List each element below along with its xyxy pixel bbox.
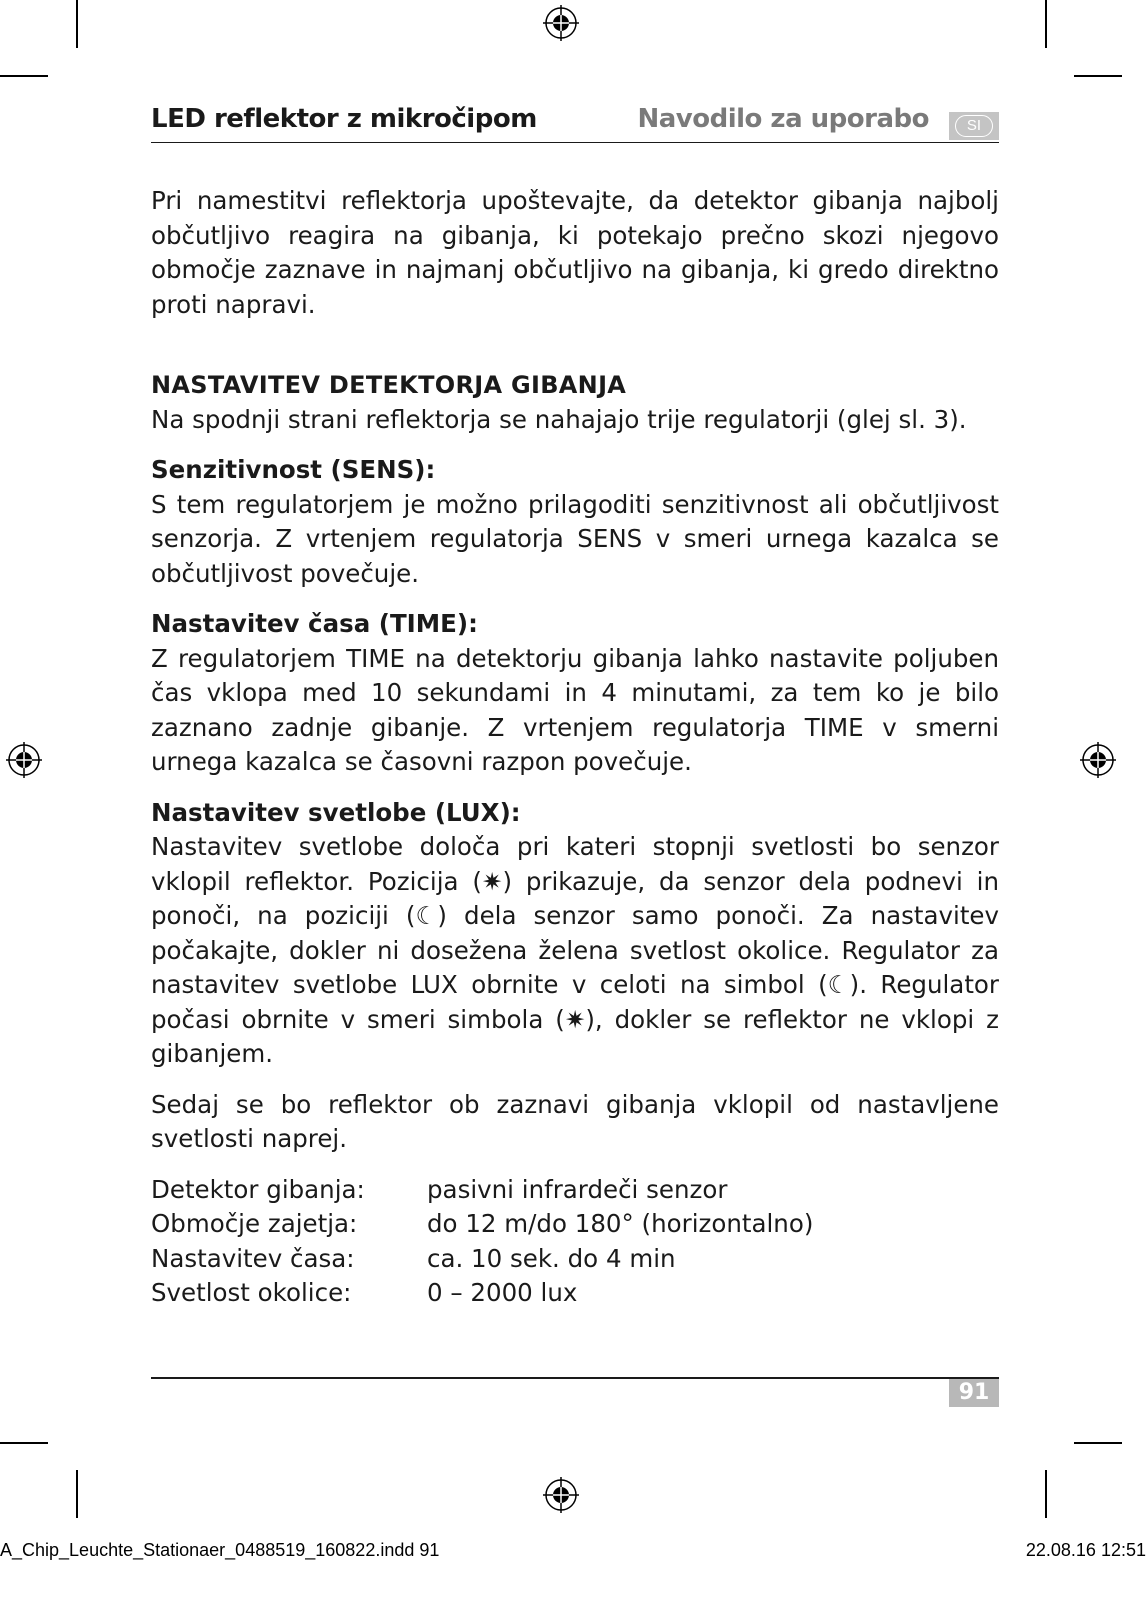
spec-value: pasivni infrardeči senzor [427, 1174, 728, 1204]
print-slug-file: A_Chip_Leuchte_Stationaer_0488519_160822.indd 91 [0, 1540, 440, 1560]
page-number: 91 [949, 1379, 999, 1407]
crop-mark [1074, 75, 1122, 77]
spec-value: 0 – 2000 lux [427, 1278, 578, 1307]
crop-mark [76, 1470, 78, 1518]
spec-label: Detektor gibanja: [151, 1174, 365, 1204]
section-paragraph: Na spodnji strani reflektorja se nahajajo trije regulatorji (glej sl. 3). [151, 404, 967, 434]
intro-paragraph: Pri namestitvi reflektorja upoštevajte, da detektor gibanja najbolj občutljivo reagira na gibanja, ki potekajo prečno skozi njegovo območje zaznave in najmanj občutljivo na gibanja, ki gredo direktno proti napravi. [151, 186, 999, 319]
section-heading: NASTAVITEV DETEKTORJA GIBANJA [151, 371, 627, 399]
spec-value: do 12 m/do 180° (horizontalno) [427, 1209, 814, 1238]
time-heading: Nastavitev časa (TIME): [151, 609, 478, 638]
time-paragraph: Z regulatorjem TIME na detektorju gibanja lahko nastavite poljuben čas vklopa med 10 sekundami in 4 minutami, za tem ko je bilo zaznano zadnje gibanje. Z vrtenjem regulatorja TIME v smerni urnega kazalca se časovni razpon povečuje. [151, 643, 999, 776]
specifications-table [151, 1173, 999, 1311]
closing-paragraph: Sedaj se bo reflektor ob zaznavi gibanja vklopil od nastavljene svetlosti naprej. [151, 1089, 999, 1153]
sens-heading: Senzitivnost (SENS): [151, 455, 436, 484]
footer-rule [151, 1377, 999, 1379]
language-code: SI [955, 115, 993, 137]
crop-mark [1074, 1442, 1122, 1444]
print-slug-date: 22.08.16 12:51 [1025, 1540, 1146, 1560]
lux-heading: Nastavitev svetlobe (LUX): [151, 797, 521, 827]
spec-label: Svetlost okolice: [151, 1278, 352, 1307]
crop-mark [1045, 1470, 1047, 1518]
registration-mark-icon [4, 740, 44, 780]
manual-label: Navodilo za uporabo [637, 104, 929, 134]
lux-paragraph: Nastavitev svetlobe določa pri kateri stopnji svetlosti bo senzor vklopil reflektor. Pozicija (✷) prikazuje, da senzor dela podnevi in ponoči, na poziciji (☾) dela senzor samo ponoči. Za nastavitev počakajte, dokler ni dosežena želena svetlost okolice. Regulator za nastavitev svetlobe LUX obrnite v celoti na simbol (☾). Regulator počasi obrnite v smeri simbola (✷), dokler se reflektor ne vklopi z gibanjem. [151, 832, 999, 1068]
registration-mark-icon [541, 1475, 581, 1515]
crop-mark [0, 1442, 48, 1444]
crop-mark [76, 0, 78, 48]
spec-value: ca. 10 sek. do 4 min [427, 1243, 676, 1273]
document-title: LED reflektor z mikročipom [151, 104, 537, 134]
page-header [151, 104, 999, 143]
language-badge [949, 112, 999, 140]
spec-label: Območje zajetja: [151, 1209, 358, 1238]
registration-mark-icon [541, 3, 581, 43]
spec-label: Nastavitev časa: [151, 1243, 355, 1273]
page-content [151, 184, 999, 1311]
crop-mark [1045, 0, 1047, 48]
crop-mark [0, 75, 48, 77]
sens-paragraph: S tem regulatorjem je možno prilagoditi senzitivnost ali občutljivost senzorja. Z vrtenjem regulatorja SENS v smeri urnega kazalca se občutljivost povečuje. [151, 489, 999, 588]
registration-mark-icon [1078, 740, 1118, 780]
